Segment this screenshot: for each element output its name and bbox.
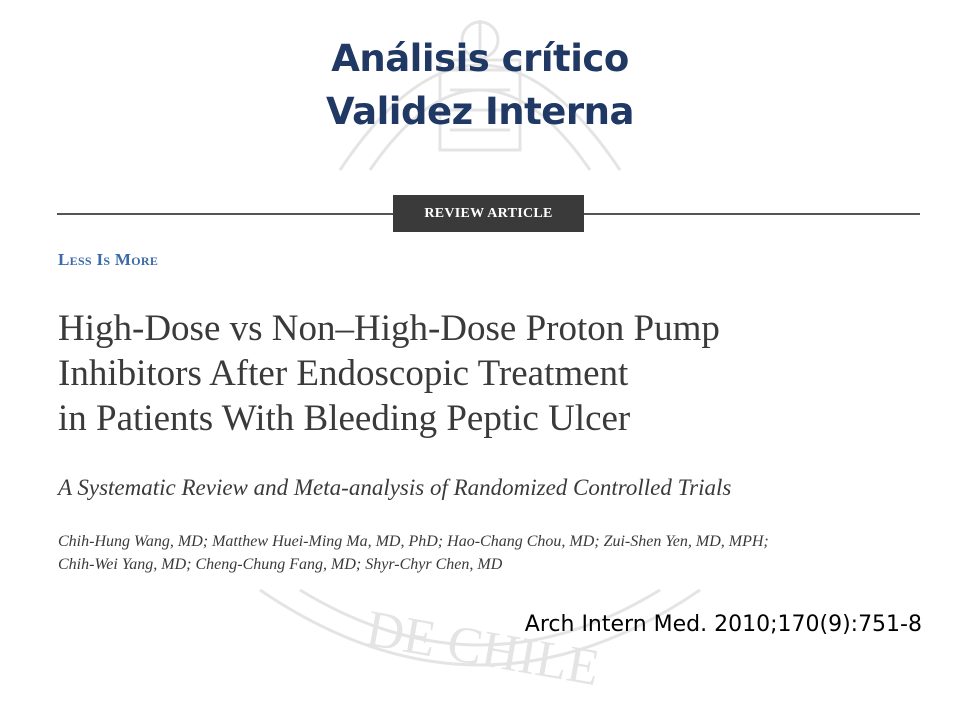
header-rule-right (584, 213, 920, 215)
author-line: Chih-Hung Wang, MD; Matthew Huei-Ming Ma, MD, PhD; Hao-Chang Chou, MD; Zui-Shen Yen, MD, MPH; (58, 533, 769, 550)
article-subtitle: A Systematic Review and Meta-analysis of Randomized Controlled Trials (58, 475, 732, 500)
university-seal-watermark-icon (250, 580, 710, 720)
slide-title (0, 32, 960, 138)
author-list (58, 530, 769, 576)
slide-title-line-1: Análisis crítico (331, 37, 629, 80)
article-title (58, 306, 878, 441)
citation: Arch Intern Med. 2010;170(9):751-8 (524, 612, 922, 637)
article-title-line: in Patients With Bleeding Peptic Ulcer (58, 398, 631, 439)
author-line: Chih-Wei Yang, MD; Cheng-Chung Fang, MD; Shyr-Chyr Chen, MD (58, 556, 503, 573)
review-article-badge: REVIEW ARTICLE (393, 195, 584, 232)
slide-title-line-2: Validez Interna (326, 90, 634, 133)
article-title-line: Inhibitors After Endoscopic Treatment (58, 353, 629, 394)
watermark-text: DE CHILE (362, 600, 604, 698)
series-label: Less Is More (58, 250, 159, 269)
header-rule-left (57, 213, 393, 215)
article-title-line: High-Dose vs Non–High-Dose Proton Pump (58, 308, 720, 349)
